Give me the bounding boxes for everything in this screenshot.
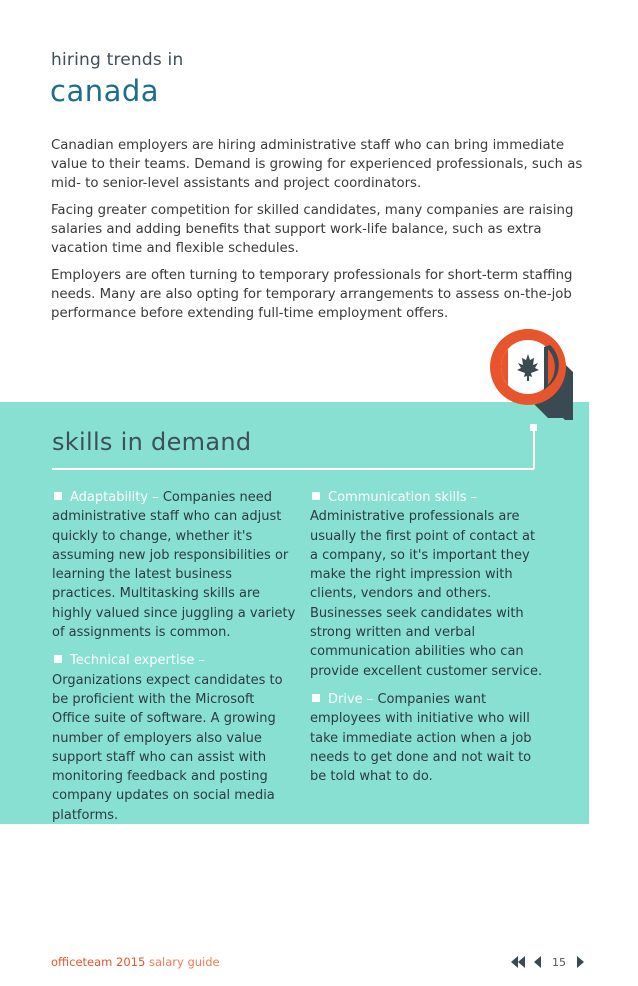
skill-text: Organizations expect candidates to be proficient with the Microsoft Office suite of software. A growing number of employers also value support staff who can assist with monitoring feedback and posting company updates on social media platforms. [52,672,283,823]
divider [52,468,534,470]
page-navigation [508,953,590,971]
previous-page-icon[interactable] [528,954,548,970]
skill-heading: Technical expertise [70,653,195,669]
skill-dash: – [194,653,206,669]
next-page-icon[interactable] [570,954,590,970]
footer-guide-label: salary guide [148,955,220,969]
intro-text [51,136,591,331]
skill-dash: – [148,490,163,505]
skill-item [310,488,546,681]
skills-title: skills in demand [52,428,252,456]
divider [533,428,535,469]
divider-dot [530,424,537,431]
first-page-icon[interactable] [508,954,528,970]
skill-text: Companies want employees with initiative who will take immediate action when a job needs to get done and not wait to be told what to do. [310,691,532,785]
square-bullet-icon [312,492,320,500]
intro-paragraph: Facing greater competition for skilled candidates, many companies are raising salaries and adding benefits that support work-life balance, such as extra vacation time and flexible schedules. [51,203,574,256]
skill-dash: – [362,691,378,707]
square-bullet-icon [54,492,62,500]
section-kicker: hiring trends in [51,50,184,70]
intro-paragraph: Canadian employers are hiring administrative staff who can bring immediate value to their teams. Demand is growing for experienced professionals, such as mid- to senior-level assistants and project coordinators. [51,138,583,191]
skill-item [310,690,546,786]
skill-item [52,488,296,642]
square-bullet-icon [312,694,320,702]
page-title: canada [50,74,160,108]
skill-text: Administrative professionals are usually the first point of contact at a company, so it's important they make the right impression with clients, vendors and others. Businesses seek candidates with strong written and verbal communication abilities who can provide excellent customer service. [310,509,543,679]
skill-heading: Drive [328,691,363,707]
canada-flag-icon [478,320,578,420]
skill-dash: – [466,490,478,505]
skill-heading: Communication skills [328,490,467,505]
skill-text: Companies need administrative staff who can adjust quickly to change, whether it's assuming new job responsibilities or learning the latest business practices. Multitasking skills are highly valued since juggling a variety of assignments is common. [52,490,296,641]
footer-brand-name: officeteam 2015 [51,955,146,969]
skill-heading: Adaptability [70,490,149,505]
page-number: 15 [552,955,566,969]
square-bullet-icon [54,655,62,663]
skills-column-left [52,488,296,834]
skills-column-right [310,488,546,795]
intro-paragraph: Employers are often turning to temporary professionals for short-term staffing needs. Many are also opting for temporary arrangements to assess on-the-job performance before extending full-time employment offers. [51,268,573,321]
footer-brand [51,955,220,969]
skills-panel [0,402,589,824]
skill-item [52,651,296,825]
